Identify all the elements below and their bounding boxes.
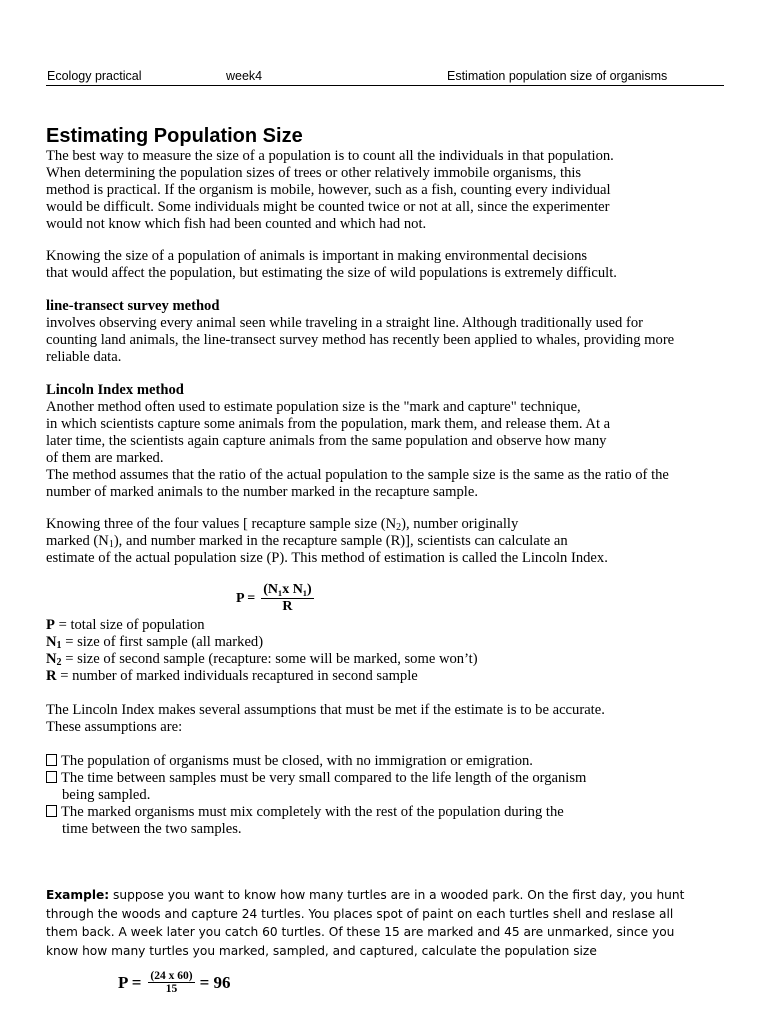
definition-text: = total size of population — [54, 617, 205, 633]
three-values-line — [46, 516, 608, 533]
page-title: Estimating Population Size — [46, 125, 303, 147]
intro-line: The best way to measure the size of a population is to count all the individuals in that population. — [46, 148, 614, 164]
assumption-item — [46, 770, 586, 787]
definition-symbol: N — [46, 651, 57, 667]
assumptions-intro-line: The Lincoln Index makes several assumptions that must be met if the estimate is to be accurate. — [46, 702, 605, 718]
three-values-line — [46, 533, 608, 550]
definition-subscript: 2 — [56, 657, 62, 668]
lincoln-line: of them are marked. — [46, 450, 164, 466]
text-part: ), and number marked in the recapture sample (R)], scientists can calculate an — [113, 533, 568, 549]
example-line: through the woods and capture 24 turtles. You places spot of paint on each turtles shell and reslase all — [46, 906, 674, 921]
definition-item — [46, 617, 478, 634]
assumptions-intro — [46, 702, 605, 736]
definition-text: = size of first sample (all marked) — [61, 634, 264, 650]
knowing-paragraph — [46, 248, 617, 282]
example-formula-fraction — [148, 970, 194, 995]
formula-lhs: P = — [236, 590, 256, 606]
assumption-text: The marked organisms must mix completely with the rest of the population during the — [61, 804, 564, 820]
intro-line: method is practical. If the organism is mobile, however, such as a fish, counting every individual — [46, 182, 611, 198]
bullet-box-icon — [46, 805, 57, 817]
lincoln-section — [46, 382, 669, 501]
formula-denominator: R — [282, 599, 293, 614]
lincoln-line: number of marked animals to the number marked in the recapture sample. — [46, 484, 478, 500]
line-transect-line: counting land animals, the line-transect survey method has recently been applied to whales, providing more — [46, 332, 675, 348]
header-course: Ecology practical — [47, 69, 142, 83]
example-formula-denominator: 15 — [165, 983, 178, 995]
example-paragraph — [46, 886, 736, 961]
line-transect-heading: line-transect survey method — [46, 298, 220, 314]
lincoln-line: later time, the scientists again capture animals from the same population and observe how many — [46, 433, 607, 449]
definition-symbol: R — [46, 668, 57, 684]
assumption-continuation: time between the two samples. — [62, 821, 242, 837]
example-label: Example: — [46, 888, 110, 902]
bullet-box-icon — [46, 771, 57, 783]
assumptions-intro-line: These assumptions are: — [46, 719, 183, 735]
intro-line: would be difficult. Some individuals might be counted twice or not at all, since the experimenter — [46, 199, 610, 215]
example-line: them back. A week later you catch 60 turtles. Of these 15 are marked and 45 are unmarked, since you — [46, 925, 675, 940]
lincoln-heading: Lincoln Index method — [46, 382, 184, 398]
definition-item — [46, 634, 478, 651]
definition-symbol: P — [46, 617, 55, 633]
bullet-box-icon — [46, 754, 57, 766]
lincoln-line: in which scientists capture some animals from the population, mark them, and release them. At a — [46, 416, 611, 432]
assumption-item — [46, 804, 586, 821]
example-formula-numerator: (24 x 60) — [150, 970, 193, 982]
example-text: suppose you want to know how many turtles are in a wooded park. On the first day, you hunt — [109, 888, 685, 902]
formula-fraction — [261, 582, 313, 615]
subscript: 2 — [396, 522, 402, 533]
knowing-line: that would affect the population, but estimating the size of wild populations is extremely difficult. — [46, 265, 617, 281]
formula-numerator: (N₁x N₁) — [263, 582, 312, 597]
example-formula — [118, 970, 231, 995]
text-part: ), number originally — [401, 516, 519, 532]
intro-paragraph — [46, 148, 614, 233]
knowing-line: Knowing the size of a population of animals is important in making environmental decisions — [46, 248, 588, 264]
subscript: 1 — [108, 539, 114, 550]
header-week: week4 — [226, 69, 263, 83]
assumption-continuation: being sampled. — [62, 787, 151, 803]
definition-text: = number of marked individuals recaptured in second sample — [56, 668, 418, 684]
lincoln-formula — [236, 582, 314, 615]
definition-symbol: N — [46, 634, 57, 650]
example-formula-result: = 96 — [199, 972, 231, 992]
definition-item — [46, 651, 478, 668]
intro-line: would not know which fish had been counted and which had not. — [46, 216, 427, 232]
assumption-item — [46, 753, 586, 770]
example-line: know how many turtles you marked, sampled, and captured, calculate the population size — [46, 944, 597, 959]
lincoln-line: Another method often used to estimate population size is the "mark and capture" technique, — [46, 399, 581, 415]
line-transect-line: involves observing every animal seen while traveling in a straight line. Although traditionally used for — [46, 315, 643, 331]
header-topic: Estimation population size of organisms — [447, 69, 668, 83]
example-formula-lhs: P = — [118, 972, 142, 992]
assumption-text: The population of organisms must be closed, with no immigration or emigration. — [61, 753, 533, 769]
definition-subscript: 1 — [56, 640, 62, 651]
definitions-list — [46, 617, 478, 685]
text-part: marked (N — [46, 533, 109, 549]
intro-line: When determining the population sizes of trees or other relatively immobile organisms, this — [46, 165, 582, 181]
example-line — [46, 886, 736, 905]
assumption-text: The time between samples must be very small compared to the life length of the organism — [61, 770, 587, 786]
line-transect-section — [46, 298, 674, 366]
text-part: Knowing three of the four values [ recapture sample size (N — [46, 516, 397, 532]
line-transect-line: reliable data. — [46, 349, 122, 365]
definition-text: = size of second sample (recapture: some will be marked, some won’t) — [61, 651, 478, 667]
lincoln-line: The method assumes that the ratio of the actual population to the sample size is the same as the ratio of the — [46, 467, 669, 483]
three-values-paragraph — [46, 516, 608, 567]
assumptions-list — [46, 753, 586, 838]
header-divider — [46, 85, 724, 86]
definition-item — [46, 668, 478, 685]
three-values-line: estimate of the actual population size (P). This method of estimation is called the Lincoln Index. — [46, 550, 608, 566]
